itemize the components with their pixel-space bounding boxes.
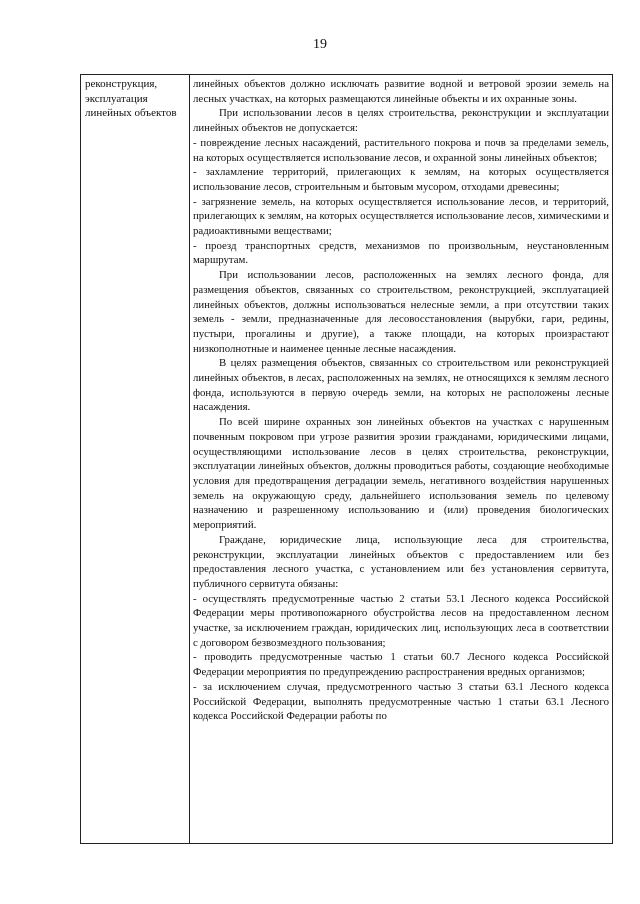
page-number: 19 [313,37,327,52]
list-item: - загрязнение земель, на которых осуществляется использование лесов, и территорий, прилегающих к землям, на которых осуществляется использование лесов, химическими и радиоактивными веществами; [193,195,609,238]
paragraph: В целях размещения объектов, связанных со строительством или реконструкцией линейных объектов, в лесах, расположенных на землях, не относящихся к землям лесного фонда, используются в первую очередь земли, на которых не расположены лесные насаждения. [193,357,609,414]
list-item: - повреждение лесных насаждений, растительного покрова и почв за пределами земель, на которых осуществляется использование лесов, и охранной зоны линейных объектов; [193,136,609,164]
list-item: - за исключением случая, предусмотренного частью 3 статьи 63.1 Лесного кодекса Российской Федерации, выполнять предусмотренные частью 1 статьи 63.1 Лесного кодекса Российской Федерации работы по [193,680,609,723]
paragraph: По всей ширине охранных зон линейных объектов на участках с нарушенным почвенным покровом при угрозе развития эрозии гражданами, юридическими лицами, осуществляющими использование лесов в целях строительства, реконструкции, эксплуатации линейных объектов, должны проводиться работы, создающие необходимые условия для предотвращения деградации земель, негативного воздействия нарушенных земель на окружающую среду, дальнейшего использования земель по целевому назначению и разрешенному использованию и (или) проведения биологических мероприятий. [193,416,609,532]
table-right-cell [190,75,612,843]
paragraph: При использовании лесов, расположенных на землях лесного фонда, для размещения объектов, связанных со строительством, реконструкцией, эксплуатацией линейных объектов, должны использоваться нелесные земли, а при отсутствии таких земель - земли, предназначенные для лесовосстановления (вырубки, гари, редины, пустыри, прогалины и другие), а также площади, на которых произрастают низкополнотные и наименее ценные лесные насаждения. [193,269,609,355]
paragraph: При использовании лесов в целях строительства, реконструкции и эксплуатации линейных объектов не допускается: [193,107,609,135]
list-item: - захламление территорий, прилегающих к землям, на которых осуществляется использование лесов, строительным и бытовым мусором, отходами древесины; [193,166,609,193]
list-item: - осуществлять предусмотренные частью 2 статьи 53.1 Лесного кодекса Российской Федерации меры противопожарного обустройства лесов на предоставленном лесном участке, за исключением граждан, юридических лиц, использующих леса в соответствии с договором безвозмездного пользования; [193,592,609,649]
paragraph: Граждане, юридические лица, использующие леса для строительства, реконструкции, эксплуатации линейных объектов с предоставлением или без предоставления лесного участка, с установлением или без установления сервитута, публичного сервитута обязаны: [193,533,609,590]
list-item: - проезд транспортных средств, механизмов по произвольным, неустановленным маршрутам. [193,239,609,267]
table-left-cell: реконструкция, эксплуатация линейных объектов [81,75,190,843]
list-item: - проводить предусмотренные частью 1 статьи 60.7 Лесного кодекса Российской Федерации мероприятия по предупреждению распространения вредных организмов; [193,651,609,679]
document-table [80,74,613,844]
paragraph: линейных объектов должно исключать развитие водной и ветровой эрозии земель на лесных участках, на которых размещаются линейные объекты и их охранные зоны. [193,78,609,105]
